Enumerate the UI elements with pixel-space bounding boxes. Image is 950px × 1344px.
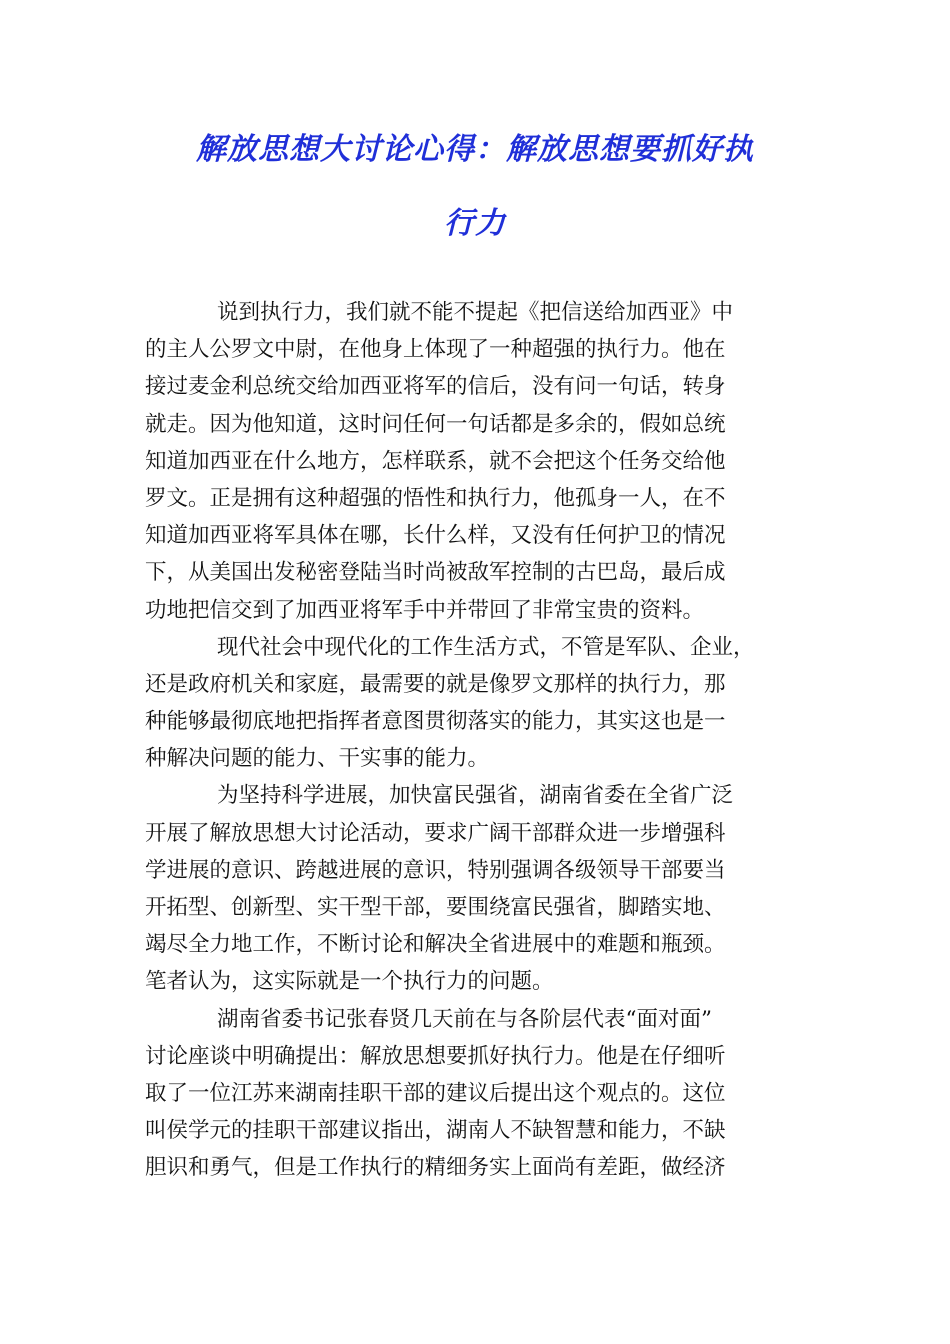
text-line: 叫侯学元的挂职干部建议指出，湖南人不缺智慧和能力，不缺 [145,1118,726,1144]
paragraph-1 [145,294,807,629]
text-line: 说到执行力，我们就不能不提起《把信送给加西亚》中 [217,300,734,325]
text-line: 功地把信交到了加西亚将军手中并带回了非常宝贵的资料。 [145,597,705,623]
text-line: 讨论座谈中明确提出：解放思想要抓好执行力。他是在仔细听 [145,1043,726,1069]
text-line: 开展了解放思想大讨论活动，要求广阔干部群众进一步增强科 [145,820,726,846]
text-line: 接过麦金利总统交给加西亚将军的信后，没有问一句话，转身 [145,374,726,400]
text-line: 现代社会中现代化的工作生活方式，不管是军队、企业， [217,634,755,660]
text-line: 取了一位江苏来湖南挂职干部的建议后提出这个观点的。这位 [145,1080,726,1106]
document-body [145,294,807,1187]
text-line: 湖南省委书记张春贤几天前在与各阶层代表“面对面” [217,1006,712,1032]
text-line: 为坚持科学进展，加快富民强省，湖南省委在全省广泛 [217,783,734,809]
text-line: 种解决问题的能力、干实事的能力。 [145,746,490,772]
text-line: 罗文。正是拥有这种超强的悟性和执行力，他孤身一人，在不 [145,485,726,511]
text-line: 知道加西亚在什么地方，怎样联系，就不会把这个任务交给他 [145,448,726,474]
document-title-line-2: 行力 [444,206,506,241]
text-line: 开拓型、创新型、实干型干部，要围绕富民强省，脚踏实地、 [145,895,726,920]
document-title-line-1: 解放思想大讨论心得：解放思想要抓好执 [196,132,754,167]
text-line: 还是政府机关和家庭，最需要的就是像罗文那样的执行力，那 [145,671,726,697]
text-line: 学进展的意识、跨越进展的意识，特别强调各级领导干部要当 [145,857,726,883]
paragraph-4 [145,1001,807,1187]
paragraph-2 [145,629,807,778]
text-line: 笔者认为，这实际就是一个执行力的问题。 [145,969,554,995]
text-line: 知道加西亚将军具体在哪，长什么样，又没有任何护卫的情况 [145,523,726,549]
text-line: 就走。因为他知道，这时问任何一句话都是多余的，假如总统 [145,411,726,437]
paragraph-3 [145,777,807,1000]
text-line: 竭尽全力地工作，不断讨论和解决全省进展中的难题和瓶颈。 [145,932,726,958]
text-line: 种能够最彻底地把指挥者意图贯彻落实的能力，其实这也是一 [145,709,726,735]
text-line: 胆识和勇气，但是工作执行的精细务实上面尚有差距，做经济 [145,1155,726,1181]
text-line: 的主人公罗文中尉，在他身上体现了一种超强的执行力。他在 [145,337,726,363]
text-line: 下，从美国出发秘密登陆当时尚被敌军控制的古巴岛，最后成 [145,560,726,586]
